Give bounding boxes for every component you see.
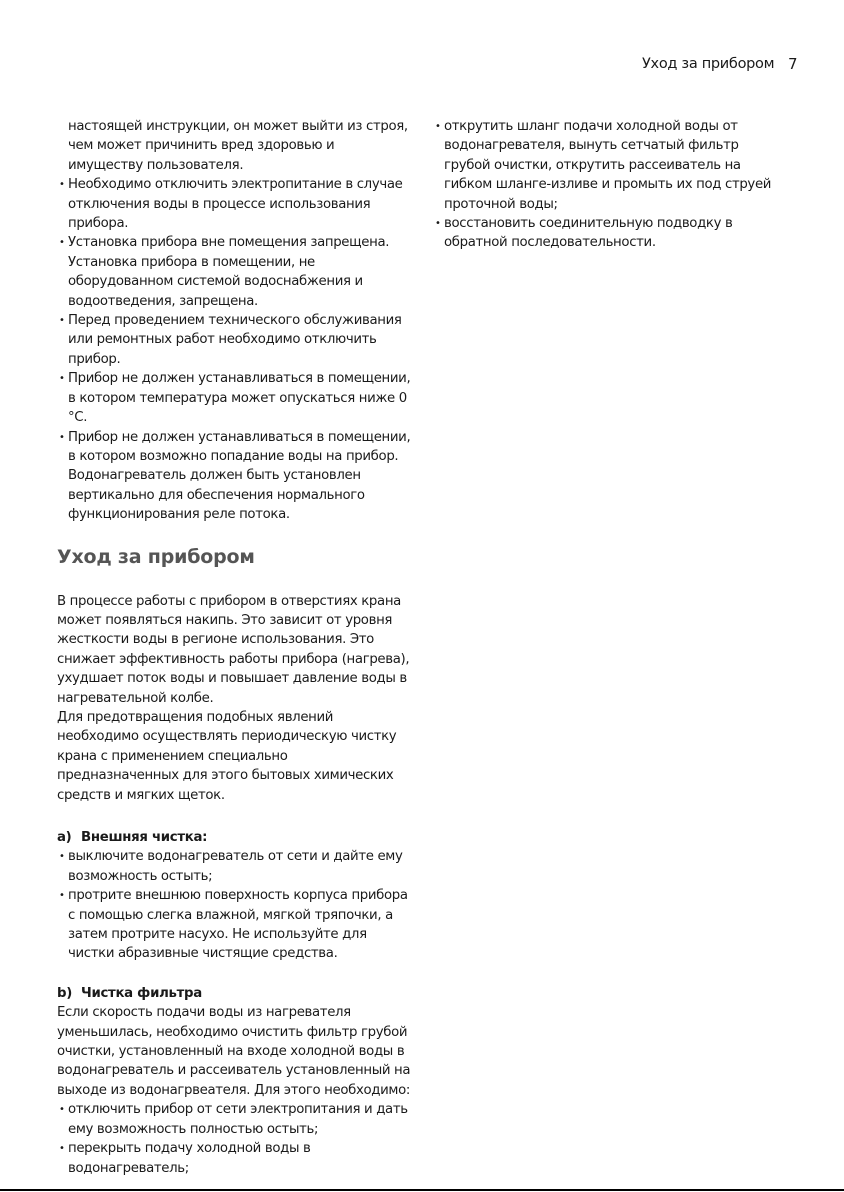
subheading-marker: b): [57, 985, 72, 1001]
list-item-text: Прибор не должен устанавливаться в помещении, в котором возможно попадание воды на прибор. Водонагреватель должен быть установлен вертикально для обеспечения нормального функционирования реле потока.: [68, 429, 411, 523]
filter-cleaning-list-continued: [433, 117, 788, 253]
bullet-icon: •: [435, 121, 441, 132]
bullet-icon: •: [435, 218, 441, 230]
care-paragraph: Для предотвращения подобных явлений необходимо осуществлять периодическую чистку крана с применением специально предназначенных для этого бытовых химических средств и мягких щеток.: [57, 709, 397, 803]
list-item: [57, 369, 413, 427]
page-number: 7: [788, 55, 798, 73]
bullet-icon: •: [59, 431, 65, 443]
list-item: [57, 886, 413, 964]
list-item: [433, 117, 788, 214]
list-item-text: открутить шланг подачи холодной воды от водонагревателя, вынуть сетчатый фильтр грубой очистки, открутить рассеиватель на гибком шланге-изливе и промыть их под струей проточной воды;: [444, 119, 772, 212]
list-item: [57, 428, 413, 525]
bullet-icon: •: [59, 315, 65, 327]
bullet-icon: •: [59, 1104, 65, 1116]
safety-bullet-list: [57, 175, 413, 524]
subheading-marker: a): [57, 830, 72, 845]
list-item: [433, 214, 788, 253]
bullet-icon: •: [59, 237, 65, 249]
list-item: [57, 233, 413, 311]
bullet-icon: •: [59, 179, 65, 191]
list-item-text: Перед проведением технического обслуживания или ремонтных работ необходимо отключить прибор.: [68, 313, 402, 367]
intro-continuation: настоящей инструкции, он может выйти из строя, чем может причинить вред здоровью и имуществу пользователя.: [68, 119, 408, 173]
list-item-text: восстановить соединительную подводку в обратной последовательности.: [444, 216, 733, 251]
list-item-text: Установка прибора вне помещения запрещена. Установка прибора в помещении, не оборудованном системой водоснабжения и водоотведения, запрещена.: [68, 235, 390, 309]
bullet-icon: •: [59, 1143, 65, 1155]
left-column: [57, 117, 413, 1178]
bullet-icon: •: [59, 890, 65, 902]
section-heading-care: Уход за прибором: [57, 545, 255, 568]
list-item-text: отключить прибор от сети электропитания и дать ему возможность полностью остыть;: [68, 1102, 408, 1137]
list-item-text: Необходимо отключить электропитание в случае отключения воды в процессе использования прибора.: [68, 177, 403, 232]
list-item-text: протрите внешнюю поверхность корпуса прибора с помощью слегка влажной, мягкой тряпочки, а затем протрите насухо. Не используйте для чистки абразивные чистящие средства.: [68, 888, 408, 962]
bullet-icon: •: [59, 373, 65, 385]
list-item: [57, 1100, 413, 1139]
care-paragraph: В процессе работы с прибором в отверстиях крана может появляться накипь. Это зависит от уровня жесткости воды в регионе использования. Это снижает эффективность работы прибора (нагрева), ухудшает поток воды и повышает давление воды в нагревательной колбе.: [57, 593, 410, 706]
external-cleaning-list: [57, 847, 413, 963]
page-bottom-rule: [0, 1189, 844, 1191]
filter-cleaning-list: [57, 1100, 413, 1178]
filter-cleaning-paragraph: Если скорость подачи воды из нагревателя уменьшилась, необходимо очистить фильтр грубой очистки, установленный на входе холодной воды в водонагреватель и рассеиватель установленный на выходе из водонагрвеателя. Для этого необходимо:: [57, 1005, 411, 1098]
subheading-filter-cleaning: [57, 984, 413, 1003]
bullet-icon: •: [59, 851, 65, 863]
list-item-text: перекрыть подачу холодной воды в водонагреватель;: [68, 1141, 311, 1176]
running-header: [600, 53, 800, 75]
list-item-text: выключите водонагреватель от сети и дайте ему возможность остыть;: [68, 849, 403, 884]
subheading-external-cleaning: [57, 828, 413, 847]
list-item: [57, 1139, 413, 1178]
list-item: [57, 175, 413, 233]
subheading-title: Внешняя чистка:: [81, 830, 208, 845]
right-column: [433, 117, 788, 253]
subheading-title: Чистка фильтра: [81, 985, 202, 1001]
list-item-text: Прибор не должен устанавливаться в помещении, в котором температура может опускаться ниже 0 °C.: [68, 371, 411, 426]
list-item: [57, 311, 413, 369]
list-item: [57, 847, 413, 886]
running-header-title: Уход за прибором: [642, 56, 775, 72]
